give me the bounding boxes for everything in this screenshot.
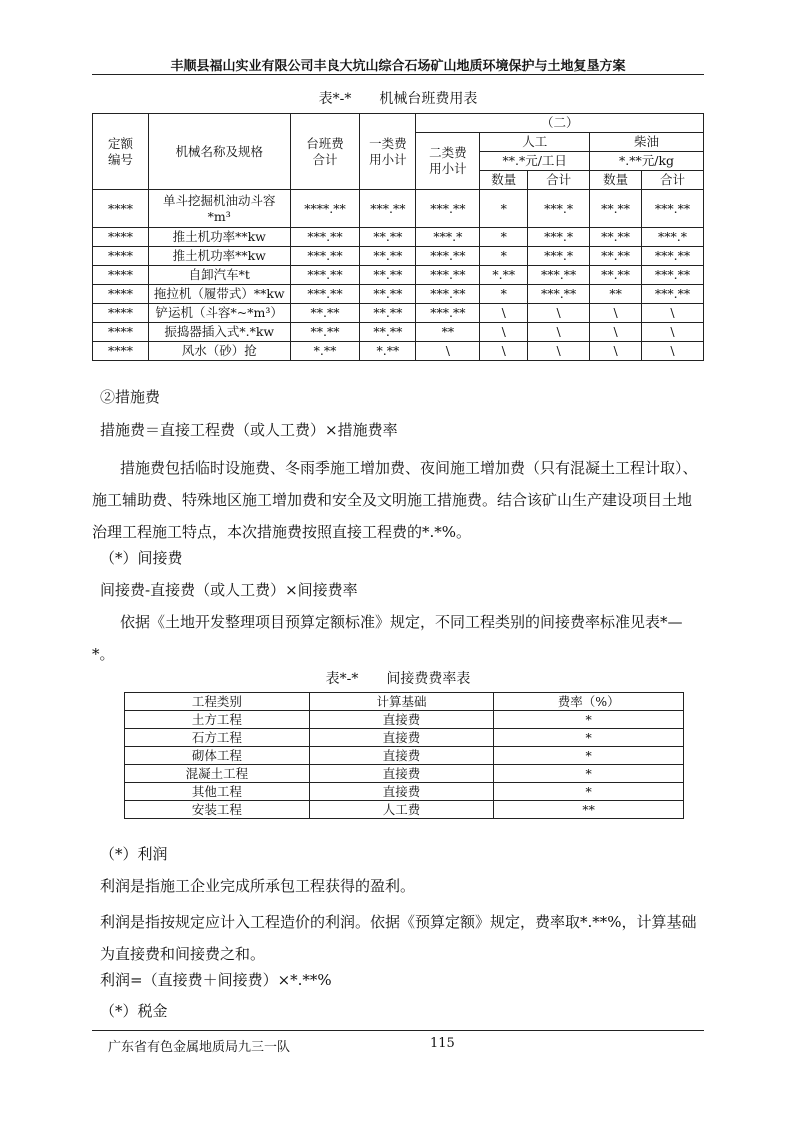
labor-qty-header: 数量 <box>480 171 528 190</box>
cell-labor-sum: ***.* <box>528 228 590 247</box>
cell-name: 拖拉机（履带式）**kw <box>148 285 290 304</box>
cell-class2: ***.** <box>416 304 480 323</box>
table-row <box>93 285 704 304</box>
diesel-sum-header: 合计 <box>642 171 704 190</box>
cell-basis: 直接费 <box>309 711 494 729</box>
table-row <box>93 342 704 361</box>
measures-fee-formula: 措施费＝直接工程费（或人工费）×措施费率 <box>100 421 398 439</box>
col-class1-header: 一类费 用小计 <box>360 114 416 190</box>
cell-code: **** <box>93 247 149 266</box>
cell-category: 混凝土工程 <box>125 765 310 783</box>
measures-fee-description: 措施费包括临时设施费、冬雨季施工增加费、夜间施工增加费（只有混凝土工程计取）、施工辅助费、特殊地区施工增加费和安全及文明施工措施费。结合该矿山生产建设项目土地治理工程施工特点，本次措施费按照直接工程费的*.*%。 <box>92 459 698 541</box>
cell-diesel-sum: ***.** <box>642 266 704 285</box>
cell-diesel-sum: ***.** <box>642 285 704 304</box>
cell-diesel-qty: **.** <box>590 228 642 247</box>
cell-diesel-sum: ***.** <box>642 247 704 266</box>
diesel-unit: *.**元/kg <box>590 152 704 171</box>
cell-code: **** <box>93 285 149 304</box>
cell-basis: 直接费 <box>309 747 494 765</box>
cell-class2: ***.* <box>416 228 480 247</box>
cell-name: 铲运机（斗容*~*m³） <box>148 304 290 323</box>
cell-diesel-qty: **.** <box>590 247 642 266</box>
cell-labor-sum: ***.** <box>528 266 590 285</box>
cell-code: **** <box>93 228 149 247</box>
cell-class2: ** <box>416 323 480 342</box>
col-name-header: 机械名称及规格 <box>148 114 290 190</box>
cell-labor-qty: \ <box>480 342 528 361</box>
cell-name: 振捣器插入式*.*kw <box>148 323 290 342</box>
col-class2-header: 二类费 用小计 <box>416 133 480 190</box>
cell-diesel-qty: \ <box>590 342 642 361</box>
cell-labor-qty: \ <box>480 323 528 342</box>
cell-total: ***.** <box>290 285 360 304</box>
table-row <box>125 765 684 783</box>
col-header-rate: 费率（%） <box>494 693 684 711</box>
cell-code: **** <box>93 342 149 361</box>
diesel-qty-header: 数量 <box>590 171 642 190</box>
table-row <box>93 190 704 228</box>
profit-heading: （*）利润 <box>100 845 168 863</box>
cell-category: 土方工程 <box>125 711 310 729</box>
cell-total: ****.** <box>290 190 360 228</box>
col-header-basis: 计算基础 <box>309 693 494 711</box>
diesel-header: 柴油 <box>590 133 704 152</box>
table-row <box>93 247 704 266</box>
cell-rate: * <box>494 729 684 747</box>
cell-labor-sum: ***.* <box>528 190 590 228</box>
cell-basis: 直接费 <box>309 729 494 747</box>
cell-basis: 直接费 <box>309 765 494 783</box>
cell-class2: ***.** <box>416 190 480 228</box>
cell-code: **** <box>93 304 149 323</box>
table-row <box>125 711 684 729</box>
cell-class1: **.** <box>360 228 416 247</box>
cell-diesel-qty: **.** <box>590 266 642 285</box>
cell-name: 自卸汽车*t <box>148 266 290 285</box>
cell-labor-sum: \ <box>528 342 590 361</box>
indirect-fee-heading: （*）间接费 <box>100 549 183 567</box>
cell-basis: 人工费 <box>309 801 494 819</box>
cell-total: ***.** <box>290 228 360 247</box>
table-row <box>93 266 704 285</box>
profit-definition: 利润是指施工企业完成所承包工程获得的盈利。 <box>100 877 416 895</box>
table-row <box>125 729 684 747</box>
cell-class1: **.** <box>360 247 416 266</box>
labor-unit: **.*元/工日 <box>480 152 590 171</box>
cell-class1: ***.** <box>360 190 416 228</box>
cell-class1: **.** <box>360 323 416 342</box>
table-row <box>93 323 704 342</box>
cell-code: **** <box>93 266 149 285</box>
cell-name: 风水（砂）抢 <box>148 342 290 361</box>
cell-rate: * <box>494 747 684 765</box>
table-row <box>93 304 704 323</box>
cell-diesel-sum: ***.** <box>642 190 704 228</box>
cell-category: 安装工程 <box>125 801 310 819</box>
table-row <box>93 228 704 247</box>
cell-diesel-qty: \ <box>590 323 642 342</box>
cell-diesel-sum: ***.* <box>642 228 704 247</box>
cell-labor-qty: * <box>480 190 528 228</box>
cell-basis: 直接费 <box>309 783 494 801</box>
measures-fee-heading: ②措施费 <box>100 388 161 406</box>
cell-labor-qty: * <box>480 285 528 304</box>
cell-class2: ***.** <box>416 266 480 285</box>
cell-class1: **.** <box>360 285 416 304</box>
cell-labor-qty: * <box>480 247 528 266</box>
cell-name: 推土机功率**kw <box>148 228 290 247</box>
header-rule <box>92 74 704 75</box>
cell-code: **** <box>93 190 149 228</box>
cell-total: ***.** <box>290 247 360 266</box>
cell-total: **.** <box>290 304 360 323</box>
cell-class2: \ <box>416 342 480 361</box>
cell-total: **.** <box>290 323 360 342</box>
table1-caption: 表*-* 机械台班费用表 <box>318 91 478 107</box>
machine-shift-cost-table <box>92 113 704 361</box>
cell-labor-sum: \ <box>528 304 590 323</box>
document-header: 丰顺县福山实业有限公司丰良大坑山综合石场矿山地质环境保护与土地复垦方案 <box>170 59 626 74</box>
page-number: 115 <box>430 1036 455 1051</box>
col-total-header: 台班费 合计 <box>290 114 360 190</box>
profit-formula: 利润=（直接费＋间接费）×*.**% <box>100 971 332 989</box>
cell-code: **** <box>93 323 149 342</box>
table-row <box>125 801 684 819</box>
footer-organization: 广东省有色金属地质局九三一队 <box>108 1040 291 1055</box>
cell-category: 砌体工程 <box>125 747 310 765</box>
tax-heading: （*）税金 <box>100 1002 168 1020</box>
indirect-fee-description: 依据《土地开发整理项目预算定额标准》规定，不同工程类别的间接费率标准见表*—*。 <box>92 613 683 663</box>
indirect-fee-rate-table <box>124 692 684 819</box>
cell-name: 单斗挖掘机油动斗容 *m³ <box>148 190 290 228</box>
cell-rate: * <box>494 711 684 729</box>
cell-class2: ***.** <box>416 247 480 266</box>
cell-labor-sum: ***.** <box>528 285 590 304</box>
cell-rate: * <box>494 783 684 801</box>
labor-header: 人工 <box>480 133 590 152</box>
cell-diesel-sum: \ <box>642 323 704 342</box>
cell-labor-qty: *.** <box>480 266 528 285</box>
cell-rate: ** <box>494 801 684 819</box>
cell-category: 石方工程 <box>125 729 310 747</box>
cell-class1: *.** <box>360 342 416 361</box>
cell-name: 推土机功率**kw <box>148 247 290 266</box>
cell-diesel-sum: \ <box>642 304 704 323</box>
cell-labor-qty: * <box>480 228 528 247</box>
footer-rule <box>92 1030 704 1031</box>
table-row <box>125 747 684 765</box>
group-header: （二） <box>416 114 704 133</box>
cell-labor-sum: \ <box>528 323 590 342</box>
col-header-category: 工程类别 <box>125 693 310 711</box>
cell-total: *.** <box>290 342 360 361</box>
col-code-header: 定额 编号 <box>93 114 149 190</box>
cell-class1: **.** <box>360 266 416 285</box>
profit-rule: 利润是指按规定应计入工程造价的利润。依据《预算定额》规定，费率取*.**%，计算基础为直接费和间接费之和。 <box>100 913 697 963</box>
cell-class1: **.** <box>360 304 416 323</box>
cell-diesel-qty: **.** <box>590 190 642 228</box>
cell-diesel-sum: \ <box>642 342 704 361</box>
cell-total: ***.** <box>290 266 360 285</box>
cell-labor-sum: ***.* <box>528 247 590 266</box>
labor-sum-header: 合计 <box>528 171 590 190</box>
cell-diesel-qty: \ <box>590 304 642 323</box>
cell-category: 其他工程 <box>125 783 310 801</box>
cell-class2: ***.** <box>416 285 480 304</box>
indirect-fee-formula: 间接费-直接费（或人工费）×间接费率 <box>100 581 358 599</box>
table-header-row <box>125 693 684 711</box>
cell-diesel-qty: ** <box>590 285 642 304</box>
table-row <box>125 783 684 801</box>
table2-caption: 表*-* 间接费费率表 <box>325 671 471 687</box>
cell-rate: * <box>494 765 684 783</box>
cell-labor-qty: \ <box>480 304 528 323</box>
